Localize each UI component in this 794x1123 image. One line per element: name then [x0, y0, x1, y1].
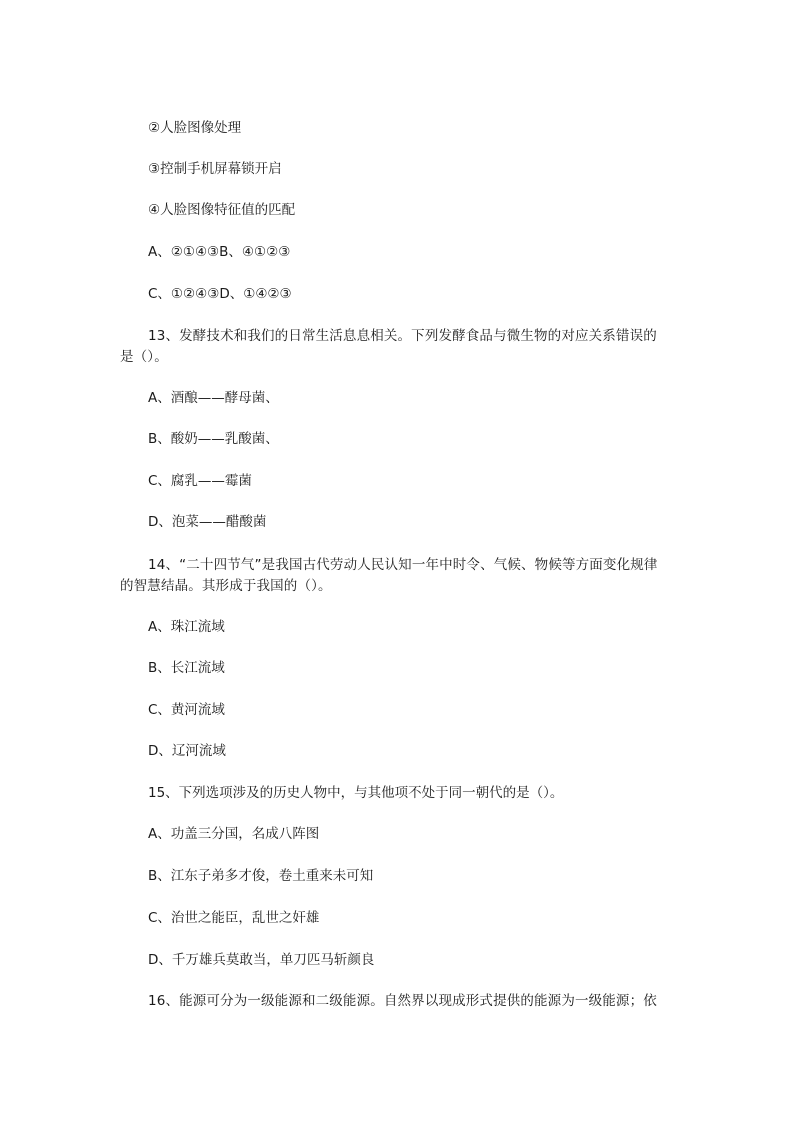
q15-option-d: D、千万雄兵莫敢当，单刀匹马斩颜良: [148, 952, 375, 968]
option-step-2: ②人脸图像处理: [148, 120, 242, 136]
q14-option-a: A、珠江流域: [148, 619, 225, 635]
q15-option-a: A、功盖三分国，名成八阵图: [148, 826, 320, 842]
q13-option-a: A、酒酿——酵母菌、: [148, 390, 279, 406]
q15-option-c: C、治世之能臣，乱世之奸雄: [148, 910, 320, 926]
option-step-4: ④人脸图像特征值的匹配: [148, 202, 296, 218]
answer-options-cd: C、①②④③D、①④②③: [148, 286, 292, 302]
option-step-3: ③控制手机屏幕锁开启: [148, 161, 282, 177]
q15-option-b: B、江东子弟多才俊，卷土重来未可知: [148, 868, 374, 884]
q13-option-c: C、腐乳——霉菌: [148, 473, 252, 489]
q13-option-d: D、泡菜——醋酸菌: [148, 514, 267, 530]
q14-option-c: C、黄河流域: [148, 702, 225, 718]
q13-option-b: B、酸奶——乳酸菌、: [148, 431, 279, 447]
question-13: 13、发酵技术和我们的日常生活息息相关。下列发酵食品与微生物的对应关系错误的是（）。: [120, 328, 657, 365]
question-15: 15、下列选项涉及的历史人物中，与其他项不处于同一朝代的是（）。: [148, 785, 564, 801]
question-14: 14、“二十四节气”是我国古代劳动人民认知一年中时令、气候、物候等方面变化规律的智慧结晶。其形成于我国的（）。: [120, 557, 658, 594]
answer-options-ab: A、②①④③B、④①②③: [148, 244, 291, 260]
question-16: 16、能源可分为一级能源和二级能源。自然界以现成形式提供的能源为一级能源；依: [148, 993, 657, 1009]
q14-option-d: D、辽河流域: [148, 743, 226, 759]
q14-option-b: B、长江流域: [148, 660, 225, 676]
